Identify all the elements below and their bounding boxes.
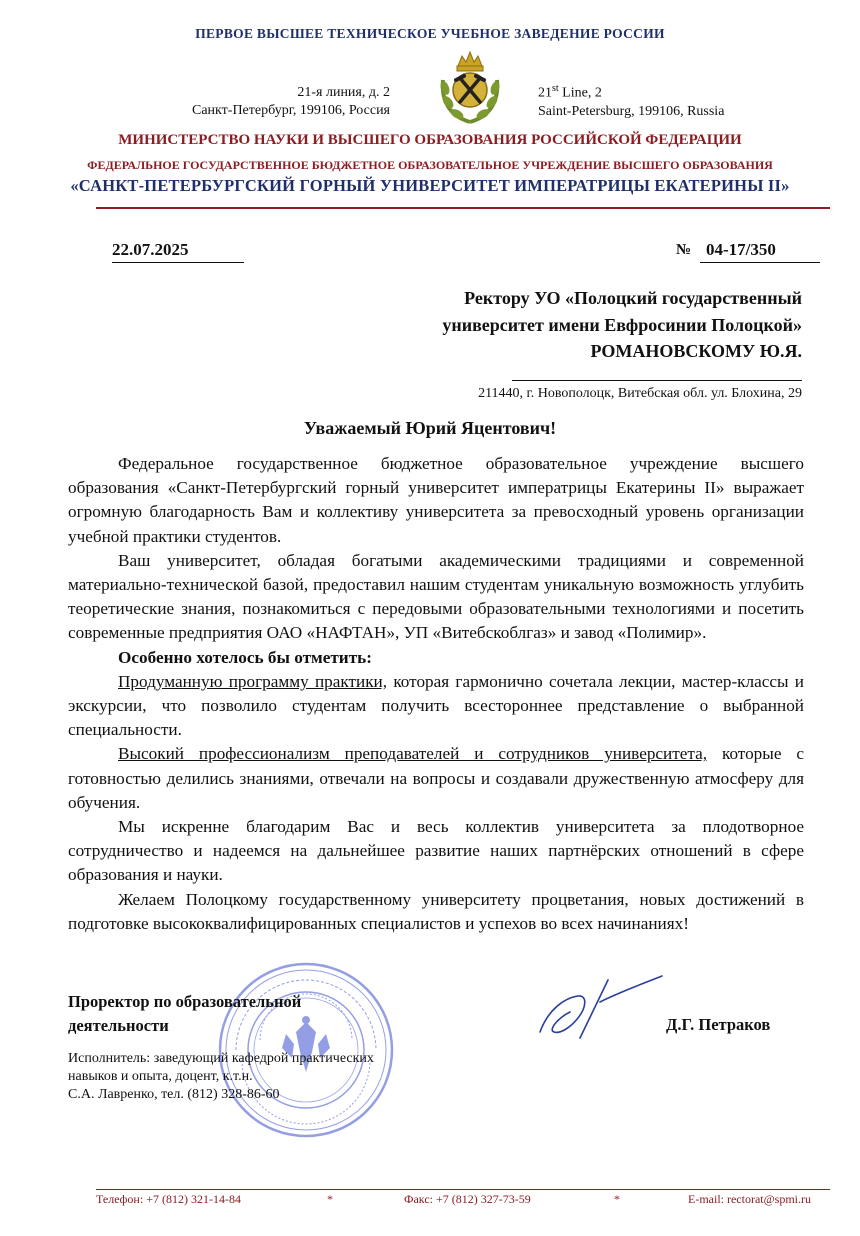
address-en-street	[538, 80, 798, 103]
recipient-name: РОМАНОВСКОМУ Ю.Я.	[590, 341, 802, 361]
address-en-line: Line, 2	[558, 85, 602, 101]
university-name: «САНКТ-ПЕТЕРБУРГСКИЙ ГОРНЫЙ УНИВЕРСИТЕТ ИМПЕРАТРИЦЫ ЕКАТЕРИНЫ II»	[70, 176, 790, 195]
paragraph-1: Федеральное государственное бюджетное образовательное учреждение высшего образования «Санкт-Петербургский горный университет императрицы Екатерины II» выражает огромную благодарность Вам и коллективу университета за превосходный уровень организации учебной практики студентов.	[68, 454, 804, 546]
paragraph-subheading: Особенно хотелось бы отметить:	[118, 647, 372, 667]
header-top-line: ПЕРВОЕ ВЫСШЕЕ ТЕХНИЧЕСКОЕ УЧЕБНОЕ ЗАВЕДЕНИЕ РОССИИ	[195, 26, 665, 41]
address-ru-city: Санкт-Петербург, 199106, Россия	[192, 103, 390, 118]
footer-email[interactable]: E-mail: rectorat@spmi.ru	[688, 1192, 812, 1206]
recipient-line-2: университет имени Евфросинии Полоцкой»	[442, 315, 802, 335]
footer-separator-1: *	[327, 1192, 333, 1206]
paragraph-4-rest: которые с готовностью делились знаниями, отвечали на вопросы и создавали дружественную атмосферу для обучения.	[68, 744, 805, 812]
footer-separator-2: *	[614, 1192, 620, 1206]
paragraph-3-rest: которая гармонично сочетала лекции, мастер-классы и экскурсии, что позволило студентам получить всестороннее представление о выбранной специальности.	[68, 671, 804, 740]
address-ru-street: 21-я линия, д. 2	[297, 85, 390, 100]
footer-divider	[96, 1189, 830, 1190]
executor-line-2: навыков и опыта, доцент, к.т.н.	[68, 1069, 253, 1084]
paragraph-3-underlined: Продуманную программу практики,	[118, 671, 388, 691]
institution-type: ФЕДЕРАЛЬНОЕ ГОСУДАРСТВЕННОЕ БЮДЖЕТНОЕ ОБРАЗОВАТЕЛЬНОЕ УЧРЕЖДЕНИЕ ВЫСШЕГО ОБРАЗОВАНИЯ	[87, 158, 773, 172]
executor-line-3: С.А. Лавренко, тел. (812) 328-86-60	[68, 1087, 280, 1102]
paragraph-4-underlined: Высокий профессионализм преподавателей и сотрудников университета,	[118, 744, 708, 764]
signer-title-line-1: Проректор по образовательной	[68, 992, 302, 1011]
signer-title-line-2: деятельности	[68, 1016, 169, 1035]
signer-name: Д.Г. Петраков	[666, 1015, 771, 1034]
recipient-line-1: Ректору УО «Полоцкий государственный	[464, 288, 802, 308]
address-en-suffix: st	[552, 83, 559, 94]
number-sign: №	[676, 242, 692, 258]
address-en-number: 21	[538, 85, 552, 101]
address-ru	[150, 84, 390, 120]
executor-info	[68, 1050, 374, 1104]
recipient-divider	[512, 380, 802, 381]
salutation: Уважаемый Юрий Яцентович!	[303, 418, 557, 438]
paragraph-2: Ваш университет, обладая богатыми академическими традициями и современной материально-технической базой, предоставил нашим студентам уникальную возможность углубить теоретические знания, познакомиться с передовыми образовательными технологиями и посетить современные предприятия ОАО «НАФТАН», УП «Витебскоблгаз» и завод «Полимир».	[68, 550, 804, 643]
paragraph-6: Желаем Полоцкому государственному университету процветания, новых достижений в подготовке высококвалифицированных специалистов и успехов во всех начинаниях!	[68, 889, 804, 933]
paragraph-5: Мы искренне благодарим Вас и весь коллектив университета за плодотворное сотрудничество и надеемся на дальнейшее развитие наших партнёрских отношений в сфере образования и науки.	[68, 817, 804, 885]
letter-number: 04-17/350	[700, 240, 820, 263]
paragraph-4	[68, 742, 804, 815]
university-emblem-icon	[435, 44, 505, 124]
handwritten-signature-icon	[530, 962, 670, 1052]
signer-title	[68, 990, 301, 1038]
ministry-title: МИНИСТЕРСТВО НАУКИ И ВЫСШЕГО ОБРАЗОВАНИЯ РОССИЙСКОЙ ФЕДЕРАЦИИ	[118, 132, 742, 148]
footer-fax: Факс: +7 (812) 327-73-59	[404, 1192, 531, 1206]
executor-line-1: Исполнитель: заведующий кафедрой практических	[68, 1051, 374, 1066]
address-en-city: Saint-Petersburg, 199106, Russia	[538, 103, 725, 119]
footer-phone: Телефон: +7 (812) 321-14-84	[96, 1192, 241, 1206]
recipient-address: 211440, г. Новополоцк, Витебская обл. ул. Блохина, 29	[478, 386, 802, 401]
address-en	[538, 80, 798, 121]
paragraph-3	[68, 670, 804, 743]
header-divider	[96, 207, 830, 209]
letter-date: 22.07.2025	[112, 240, 244, 263]
letter-body	[68, 452, 804, 936]
